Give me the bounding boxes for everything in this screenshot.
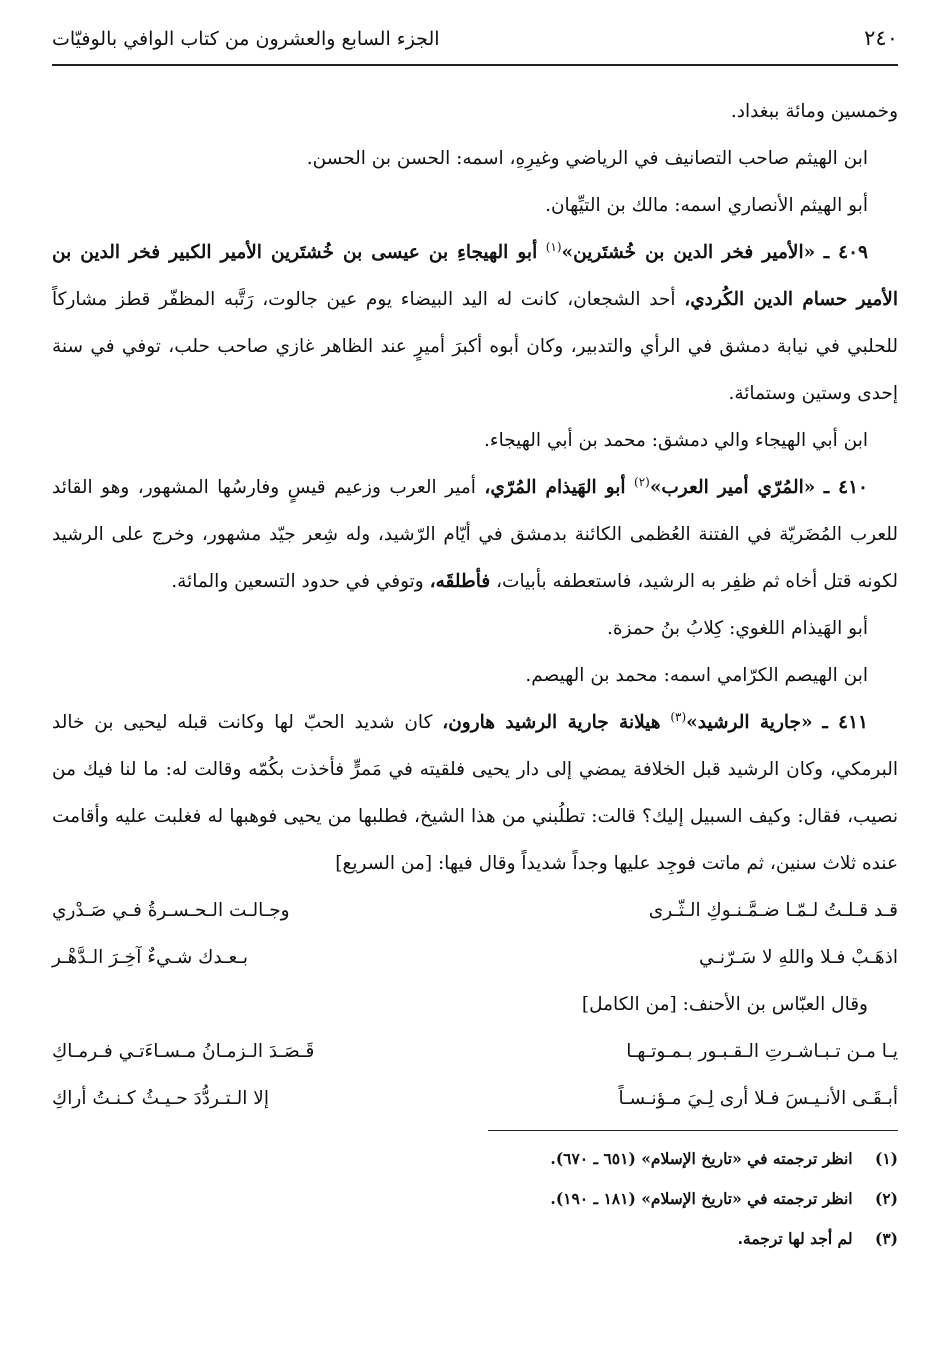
footnote-number: (١) (874, 1149, 898, 1168)
entry-text: أمير العرب وزعيم قيسٍ وفارسُها المشهور، وهو القائد للعرب المُضَريّة في الفتنة العُظمى الكائنة بدمشق في أيّام الرّشيد، وله شِعر جيّد مشهور، وخرج على الرشيد لكونه قتل أخاه ثم ظفِر به الرشيد، فاستعطفه بأبيات، (52, 477, 898, 592)
entry-411 (52, 699, 898, 887)
paragraph: وخمسين ومائة ببغداد. (730, 101, 898, 122)
entry-title: «المُرّي أمير العرب» (649, 477, 816, 498)
paragraph: أبو الهيثم الأنصاري اسمه: مالك بن التيِّهان. (545, 195, 868, 216)
main-text (52, 88, 898, 1122)
entry-name: هيلانة جارية الرشيد هارون، (442, 712, 661, 733)
verse-line (52, 934, 898, 981)
footnote-ref: (٣) (670, 709, 687, 724)
verse-hemistich-second: وجـالـت الـحـسـرةُ فـي صَـدْري (52, 900, 290, 921)
verse-line (52, 887, 898, 934)
verse-line (52, 1028, 898, 1075)
footnote-text: لم أجد لها ترجمة. (737, 1229, 853, 1248)
entry-name: أبو الهيجاءِ بن عيسى بن خُشتَرين الأمير الكبير فخر الدين بن الأمير حسام الدين الكُردي، (52, 242, 898, 310)
page-header (52, 20, 898, 54)
footnote-number: (٢) (874, 1189, 898, 1208)
verse-hemistich-first: اذهَـبْ فـلا واللهِ لا سَـرّنـي (699, 947, 898, 968)
footnote-ref: (٢) (634, 474, 650, 489)
entry-number: ٤١٠ ـ (823, 477, 868, 498)
footnote-text: انظر ترجمته في «تاريخ الإسلام» (١٨١ ـ ١٩٠). (550, 1189, 853, 1208)
entry-text: أحد الشجعان، كانت له اليد البيضاء يوم عين جالوت، رَتَّبه المظفّر قطز مشاركاً للحلبي في نيابة دمشق في الرأي والتدبير، وكان أبوه أكبرَ أميرٍ عند الظاهر غازي صاحب حلب، توفي في سنة إحدى وستين وستمائة. (52, 289, 898, 404)
paragraph: ابن أبي الهيجاء والي دمشق: محمد بن أبي الهيجاء. (484, 430, 868, 451)
running-title: الجزء السابع والعشرون من كتاب الوافي بالوفيّات (52, 28, 440, 50)
footnote-number: (٣) (874, 1229, 898, 1248)
footnote (52, 1179, 898, 1219)
page-number: ٢٤٠ (864, 26, 898, 50)
footnote (52, 1139, 898, 1179)
verse-hemistich-second: بـعـدك شـيءٌ آخِـرَ الـدَّهْـر (52, 947, 249, 968)
entry-name: أبو الهَيذام المُرّي، (484, 477, 626, 498)
poem-intro: وقال العبّاس بن الأحنف: [من الكامل] (581, 994, 868, 1015)
paragraph: ابن الهيثم صاحب التصانيف في الرياضي وغيرِهِ، اسمه: الحسن بن الحسن. (306, 148, 868, 169)
entry-title: «جارية الرشيد» (686, 712, 813, 733)
verse-hemistich-second: إلا الـتـردُّدَ حـيـثُ كـنـتُ أراكِ (52, 1088, 269, 1109)
verse-hemistich-second: قَـصَـدَ الـزمـانُ مـسـاءَتـي فـرمـاكِ (52, 1041, 315, 1062)
footnotes (52, 1139, 898, 1259)
header-rule (52, 64, 898, 66)
paragraph: ابن الهيصم الكرّامي اسمه: محمد بن الهيصم. (525, 665, 868, 686)
entry-number: ٤١١ ـ (822, 712, 868, 733)
book-page (52, 20, 898, 1259)
entry-bold-word: فأطلقَه، (429, 571, 491, 592)
paragraph: أبو الهَيذام اللغوي: كِلابُ بنُ حمزة. (607, 618, 868, 639)
verse-hemistich-first: يـا مـن تـبـاشـرتِ الـقـبـور بـمـوتـهـا (626, 1041, 898, 1062)
entry-text-end: وتوفي في حدود التسعين والمائة. (171, 571, 424, 592)
verse-hemistich-first: أبـقَـى الأنـيـسَ فـلا أرى لِـيَ مـؤنـسـاً (618, 1088, 898, 1109)
entry-title: «الأمير فخر الدين بن خُشتَرين» (561, 242, 816, 263)
entry-number: ٤٠٩ ـ (823, 242, 868, 263)
footnote-text: انظر ترجمته في «تاريخ الإسلام» (٦٥١ ـ ٦٧٠). (550, 1149, 853, 1168)
entry-410 (52, 464, 898, 605)
footnote-rule (488, 1130, 898, 1131)
footnote-ref: (١) (545, 239, 562, 254)
footnote (52, 1219, 898, 1259)
verse-hemistich-first: قـد قـلـتُ لـمّـا ضـمَّـنـوكِ الـثّـرى (648, 900, 898, 921)
verse-line (52, 1075, 898, 1122)
entry-text: كان شديد الحبّ لها وكانت قبله ليحيى بن خالد البرمكي، وكان الرشيد قبل الخلافة يمضي إلى دار يحيى فلقيته في مَمرٍّ فأخذت بكُمّه وقالت له: ما لنا فيك من نصيب، فقال: وكيف السبيل إليك؟ قالت: تطلُبني من هذا الشيخ، فطلبها من يحيى فوهبها له فغلبت عليه وأقامت عنده ثلاث سنين، ثم ماتت فوجِد عليها وجداً شديداً وقال فيها: [من السريع] (52, 712, 898, 874)
entry-409 (52, 229, 898, 417)
